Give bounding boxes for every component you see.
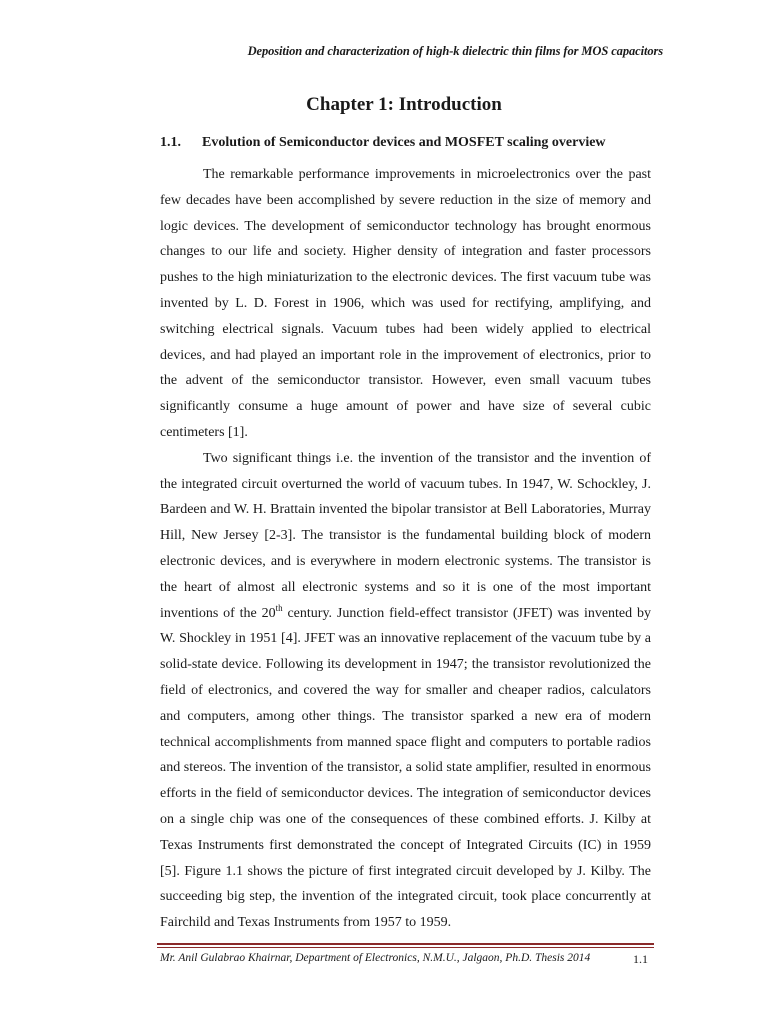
paragraph-2 [160, 446, 651, 936]
paragraph-2-part-2: century. Junction field-effect transistor (JFET) was invented by W. Shockley in 1951 [4]. JFET was an innovative replacement of the vacuum tube by a solid-state device. Following its development in 1947; the transistor revolutionized the field of electronics, and covered the way for smaller and cheaper radios, calculators and computers, among other things. The transistor sparked a new era of modern technical accomplishments from manned space flight and computers to portable radios and stereos. The invention of the transistor, a solid state amplifier, resulted in enormous efforts in the field of semiconductor devices. The integration of semiconductor devices on a single chip was one of the consequences of these combined efforts. J. Kilby at Texas Instruments first demonstrated the concept of Integrated Circuits (IC) in 1959 [5]. Figure 1.1 shows the picture of first integrated circuit developed by J. Kilby. The succeeding big step, the invention of the integrated circuit, took place concurrently at Fairchild and Texas Instruments from 1957 to 1959. [160, 605, 651, 931]
footer-rule-secondary [157, 947, 654, 948]
section-heading [160, 135, 606, 151]
footer-rule [157, 943, 654, 945]
paragraph-1: The remarkable performance improvements in microelectronics over the past few decades have been accomplished by severe reduction in the size of memory and logic devices. The development of semiconductor technology has brought enormous changes to our life and society. Higher density of integration and faster processors pushes to the high miniaturization to the electronic devices. The first vacuum tube was invented by L. D. Forest in 1906, which was used for rectifying, amplifying, and switching electrical signals. Vacuum tubes had been widely applied to electrical devices, and had played an important role in the improvement of electronics, prior to the advent of the semiconductor transistor. However, even small vacuum tubes significantly consume a huge amount of power and have size of several cubic centimeters [1]. [160, 167, 651, 440]
page-number: 1.1 [633, 952, 648, 966]
superscript-th: th [275, 602, 283, 613]
running-header: Deposition and characterization of high-k dielectric thin films for MOS capacitors [247, 44, 663, 58]
chapter-title: Chapter 1: Introduction [306, 94, 502, 115]
footer-author-line: Mr. Anil Gulabrao Khairnar, Department of Electronics, N.M.U., Jalgaon, Ph.D. Thesis 2014 [160, 952, 591, 964]
body-text [160, 162, 651, 936]
section-number: 1.1. [160, 135, 181, 150]
paragraph-2-part-1: Two significant things i.e. the invention of the transistor and the invention of the integrated circuit overturned the world of vacuum tubes. In 1947, W. Schockley, J. Bardeen and W. H. Brattain invented the bipolar transistor at Bell Laboratories, Murray Hill, New Jersey [2-3]. The transistor is the fundamental building block of modern electronic devices, and is everywhere in modern electronic systems. The transistor is the heart of almost all electronic systems and so it is one of the most important inventions of the 20 [160, 450, 651, 621]
section-title: Evolution of Semiconductor devices and MOSFET scaling overview [202, 135, 606, 150]
